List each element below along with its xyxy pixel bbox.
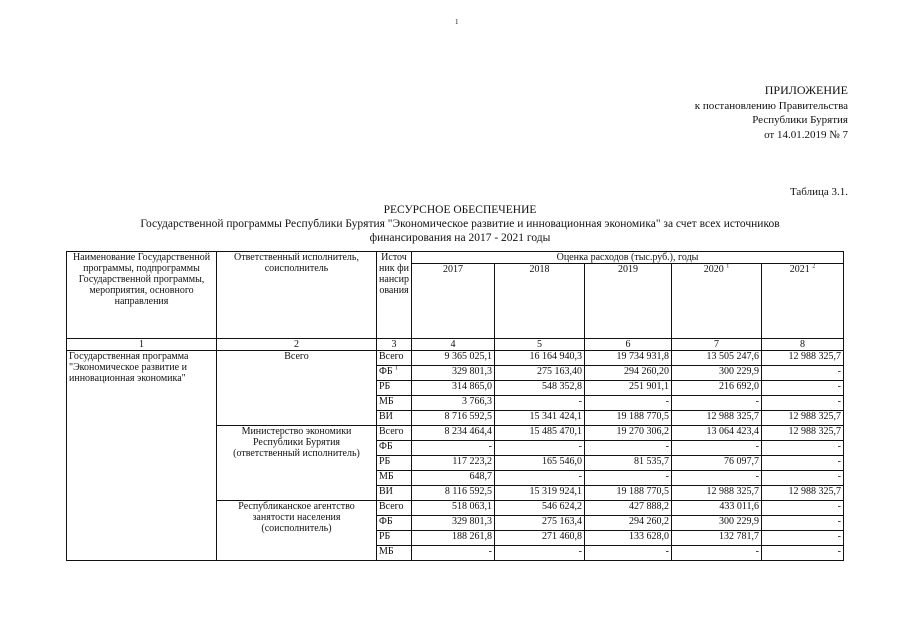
source-cell (377, 351, 412, 366)
source-label: РБ (379, 531, 391, 542)
header-year-label: 2018 (529, 264, 550, 275)
header-expenses: Оценка расходов (тыс.руб.), годы (412, 252, 844, 264)
source-label: ФБ (379, 366, 393, 377)
value-cell: - (762, 381, 844, 396)
header-year-footnote: 2 (812, 263, 816, 270)
value-cell: 117 223,2 (412, 456, 495, 471)
source-label: МБ (379, 471, 394, 482)
column-number: 2 (217, 339, 377, 351)
document-title (60, 203, 860, 245)
value-cell: 216 692,0 (672, 381, 762, 396)
value-cell: - (495, 546, 585, 561)
value-cell: - (762, 501, 844, 516)
document-title-line-1: РЕСУРСНОЕ ОБЕСПЕЧЕНИЕ (383, 204, 537, 216)
value-cell: 15 319 924,1 (495, 486, 585, 501)
source-label: ФБ (379, 516, 393, 527)
source-label: РБ (379, 381, 391, 392)
executor-cell: Всего (217, 351, 377, 426)
source-cell (377, 471, 412, 486)
value-cell: 329 801,3 (412, 366, 495, 381)
value-cell: - (762, 516, 844, 531)
source-label: Всего (379, 351, 404, 362)
source-label: МБ (379, 396, 394, 407)
value-cell: - (672, 396, 762, 411)
header-year-label: 2019 (618, 264, 638, 275)
value-cell: 271 460,8 (495, 531, 585, 546)
value-cell: 15 341 424,1 (495, 411, 585, 426)
value-cell: 13 064 423,4 (672, 426, 762, 441)
value-cell: - (762, 366, 844, 381)
document-title-line-3: финансирования на 2017 - 2021 годы (369, 232, 551, 244)
source-label: ФБ (379, 441, 393, 452)
value-cell: 19 734 931,8 (585, 351, 672, 366)
column-number: 1 (67, 339, 217, 351)
program-name-cell: Государственная программа "Экономическое развитие и инновационная экономика" (67, 351, 217, 561)
value-cell: 133 628,0 (585, 531, 672, 546)
value-cell: 275 163,4 (495, 516, 585, 531)
value-cell: - (762, 441, 844, 456)
value-cell: - (585, 471, 672, 486)
value-cell: 300 229,9 (672, 366, 762, 381)
value-cell: 188 261,8 (412, 531, 495, 546)
value-cell: - (495, 441, 585, 456)
resource-table (66, 251, 844, 561)
page-number: 1 (455, 18, 459, 26)
value-cell: 314 865,0 (412, 381, 495, 396)
source-cell (377, 411, 412, 426)
value-cell: 12 988 325,7 (672, 411, 762, 426)
source-label: Всего (379, 426, 404, 437)
source-cell (377, 366, 412, 381)
value-cell: 12 988 325,7 (762, 351, 844, 366)
value-cell: 165 546,0 (495, 456, 585, 471)
header-source: Источник финансирования (377, 252, 412, 339)
source-cell (377, 426, 412, 441)
value-cell: 19 188 770,5 (585, 411, 672, 426)
value-cell: - (762, 456, 844, 471)
value-cell: 132 781,7 (672, 531, 762, 546)
value-cell: 8 234 464,4 (412, 426, 495, 441)
header-year-label: 2021 (789, 264, 810, 275)
source-cell (377, 381, 412, 396)
value-cell: 294 260,2 (585, 516, 672, 531)
value-cell: 15 485 470,1 (495, 426, 585, 441)
value-cell: - (762, 396, 844, 411)
source-cell (377, 441, 412, 456)
source-cell (377, 486, 412, 501)
table-row (67, 351, 844, 366)
table-body (67, 351, 844, 561)
source-label: ВИ (379, 411, 393, 422)
value-cell: - (672, 546, 762, 561)
source-cell (377, 531, 412, 546)
value-cell: 19 188 770,5 (585, 486, 672, 501)
value-cell: - (762, 531, 844, 546)
value-cell: - (762, 546, 844, 561)
column-number: 3 (377, 339, 412, 351)
header-year (762, 264, 844, 339)
source-label: Всего (379, 501, 404, 512)
value-cell: 546 624,2 (495, 501, 585, 516)
value-cell: 8 716 592,5 (412, 411, 495, 426)
header-year (495, 264, 585, 339)
value-cell: 300 229,9 (672, 516, 762, 531)
value-cell: 548 352,8 (495, 381, 585, 396)
source-label: МБ (379, 546, 394, 557)
appendix-line-2: Республики Бурятия (752, 114, 848, 126)
header-year-label: 2020 (703, 264, 724, 275)
value-cell: 275 163,40 (495, 366, 585, 381)
column-number: 7 (672, 339, 762, 351)
value-cell: 12 988 325,7 (762, 426, 844, 441)
value-cell: - (585, 546, 672, 561)
header-year (672, 264, 762, 339)
header-name: Наименование Государственной программы, подпрограммы Государственной программы, мероприятия, основного направления (67, 252, 217, 339)
column-numbers-row (67, 339, 844, 351)
value-cell: 81 535,7 (585, 456, 672, 471)
value-cell: 12 988 325,7 (672, 486, 762, 501)
table-header (67, 252, 844, 351)
column-number: 4 (412, 339, 495, 351)
value-cell: - (585, 441, 672, 456)
executor-cell: Республиканское агентство занятости населения (соисполнитель) (217, 501, 377, 561)
value-cell: - (495, 471, 585, 486)
column-number: 5 (495, 339, 585, 351)
value-cell: 12 988 325,7 (762, 486, 844, 501)
appendix-line-3: от 14.01.2019 № 7 (764, 128, 848, 141)
table-label: Таблица 3.1. (789, 186, 848, 198)
header-year-footnote: 1 (726, 263, 730, 270)
source-footnote: 1 (395, 365, 399, 372)
appendix-block (695, 83, 848, 142)
header-year (585, 264, 672, 339)
value-cell: 329 801,3 (412, 516, 495, 531)
value-cell: 16 164 940,3 (495, 351, 585, 366)
value-cell: 76 097,7 (672, 456, 762, 471)
value-cell: 8 116 592,5 (412, 486, 495, 501)
source-label: РБ (379, 456, 391, 467)
source-cell (377, 396, 412, 411)
header-year (412, 264, 495, 339)
value-cell: 433 011,6 (672, 501, 762, 516)
value-cell: - (412, 546, 495, 561)
value-cell: 427 888,2 (585, 501, 672, 516)
source-label: ВИ (379, 486, 393, 497)
executor-cell: Министерство экономики Республики Бурятия (ответственный исполнитель) (217, 426, 377, 501)
header-year-label: 2017 (443, 264, 463, 275)
value-cell: 518 063,1 (412, 501, 495, 516)
value-cell: - (585, 396, 672, 411)
source-cell (377, 516, 412, 531)
value-cell: - (412, 441, 495, 456)
appendix-line-1: к постановлению Правительства (694, 99, 848, 112)
column-number: 8 (762, 339, 844, 351)
column-number: 6 (585, 339, 672, 351)
value-cell: - (672, 471, 762, 486)
source-cell (377, 501, 412, 516)
appendix-title: ПРИЛОЖЕНИЕ (764, 83, 848, 97)
header-executor: Ответственный исполнитель, соисполнитель (217, 252, 377, 339)
value-cell: 648,7 (412, 471, 495, 486)
value-cell: 3 766,3 (412, 396, 495, 411)
value-cell: - (495, 396, 585, 411)
value-cell: 12 988 325,7 (762, 411, 844, 426)
source-cell (377, 456, 412, 471)
value-cell: - (672, 441, 762, 456)
value-cell: 19 270 306,2 (585, 426, 672, 441)
value-cell: 294 260,20 (585, 366, 672, 381)
value-cell: 251 901,1 (585, 381, 672, 396)
value-cell: - (762, 471, 844, 486)
value-cell: 9 365 025,1 (412, 351, 495, 366)
value-cell: 13 505 247,6 (672, 351, 762, 366)
source-cell (377, 546, 412, 561)
document-title-line-2: Государственной программы Республики Бурятия "Экономическое развитие и инновационная экономика" за счет всех источников (140, 218, 780, 230)
